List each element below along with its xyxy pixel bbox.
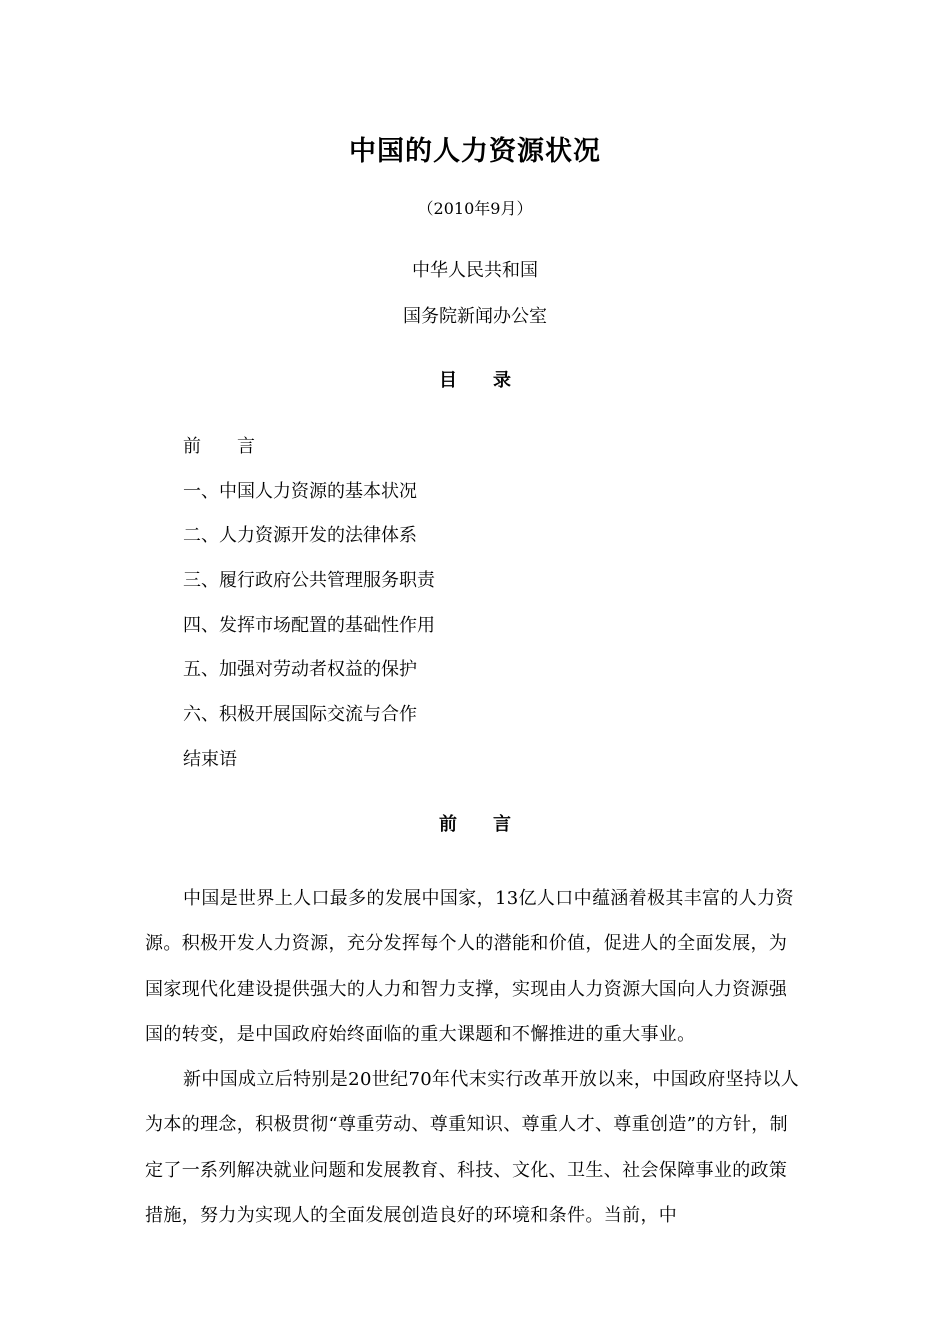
issuer-office: 国务院新闻办公室 (403, 306, 547, 327)
document-date: （2010年9月） (417, 199, 533, 218)
preface-heading: 前 言 (439, 814, 511, 835)
toc-heading: 目 录 (439, 370, 511, 391)
toc-item-conclusion: 结束语 (183, 748, 237, 770)
toc-item-preface: 前 言 (183, 436, 255, 457)
toc-item-4: 四、发挥市场配置的基础性作用 (183, 614, 435, 636)
preface-body (145, 876, 805, 1238)
document-title: 中国的人力资源状况 (349, 136, 601, 167)
preface-paragraph-1: 中国是世界上人口最多的发展中国家，13亿人口中蕴涵着极其丰富的人力资源。积极开发人力资源，充分发挥每个人的潜能和价值，促进人的全面发展，为国家现代化建设提供强大的人力和智力支撑，实现由人力资源大国向人力资源强国的转变，是中国政府始终面临的重大课题和不懈推进的重大事业。 (145, 888, 794, 1045)
preface-paragraph-2: 新中国成立后特别是20世纪70年代末实行改革开放以来，中国政府坚持以人为本的理念，积极贯彻“尊重劳动、尊重知识、尊重人才、尊重创造”的方针，制定了一系列解决就业问题和发展教育、科技、文化、卫生、社会保障事业的政策措施，努力为实现人的全面发展创造良好的环境和条件。当前，中 (145, 1069, 800, 1227)
issuer-country: 中华人民共和国 (412, 260, 538, 281)
toc-item-3: 三、履行政府公共管理服务职责 (183, 570, 435, 592)
toc-item-1: 一、中国人力资源的基本状况 (183, 480, 417, 502)
toc-item-5: 五、加强对劳动者权益的保护 (183, 659, 417, 681)
toc-item-6: 六、积极开展国际交流与合作 (183, 704, 417, 726)
toc-item-2: 二、人力资源开发的法律体系 (183, 525, 417, 547)
table-of-contents (183, 434, 435, 792)
